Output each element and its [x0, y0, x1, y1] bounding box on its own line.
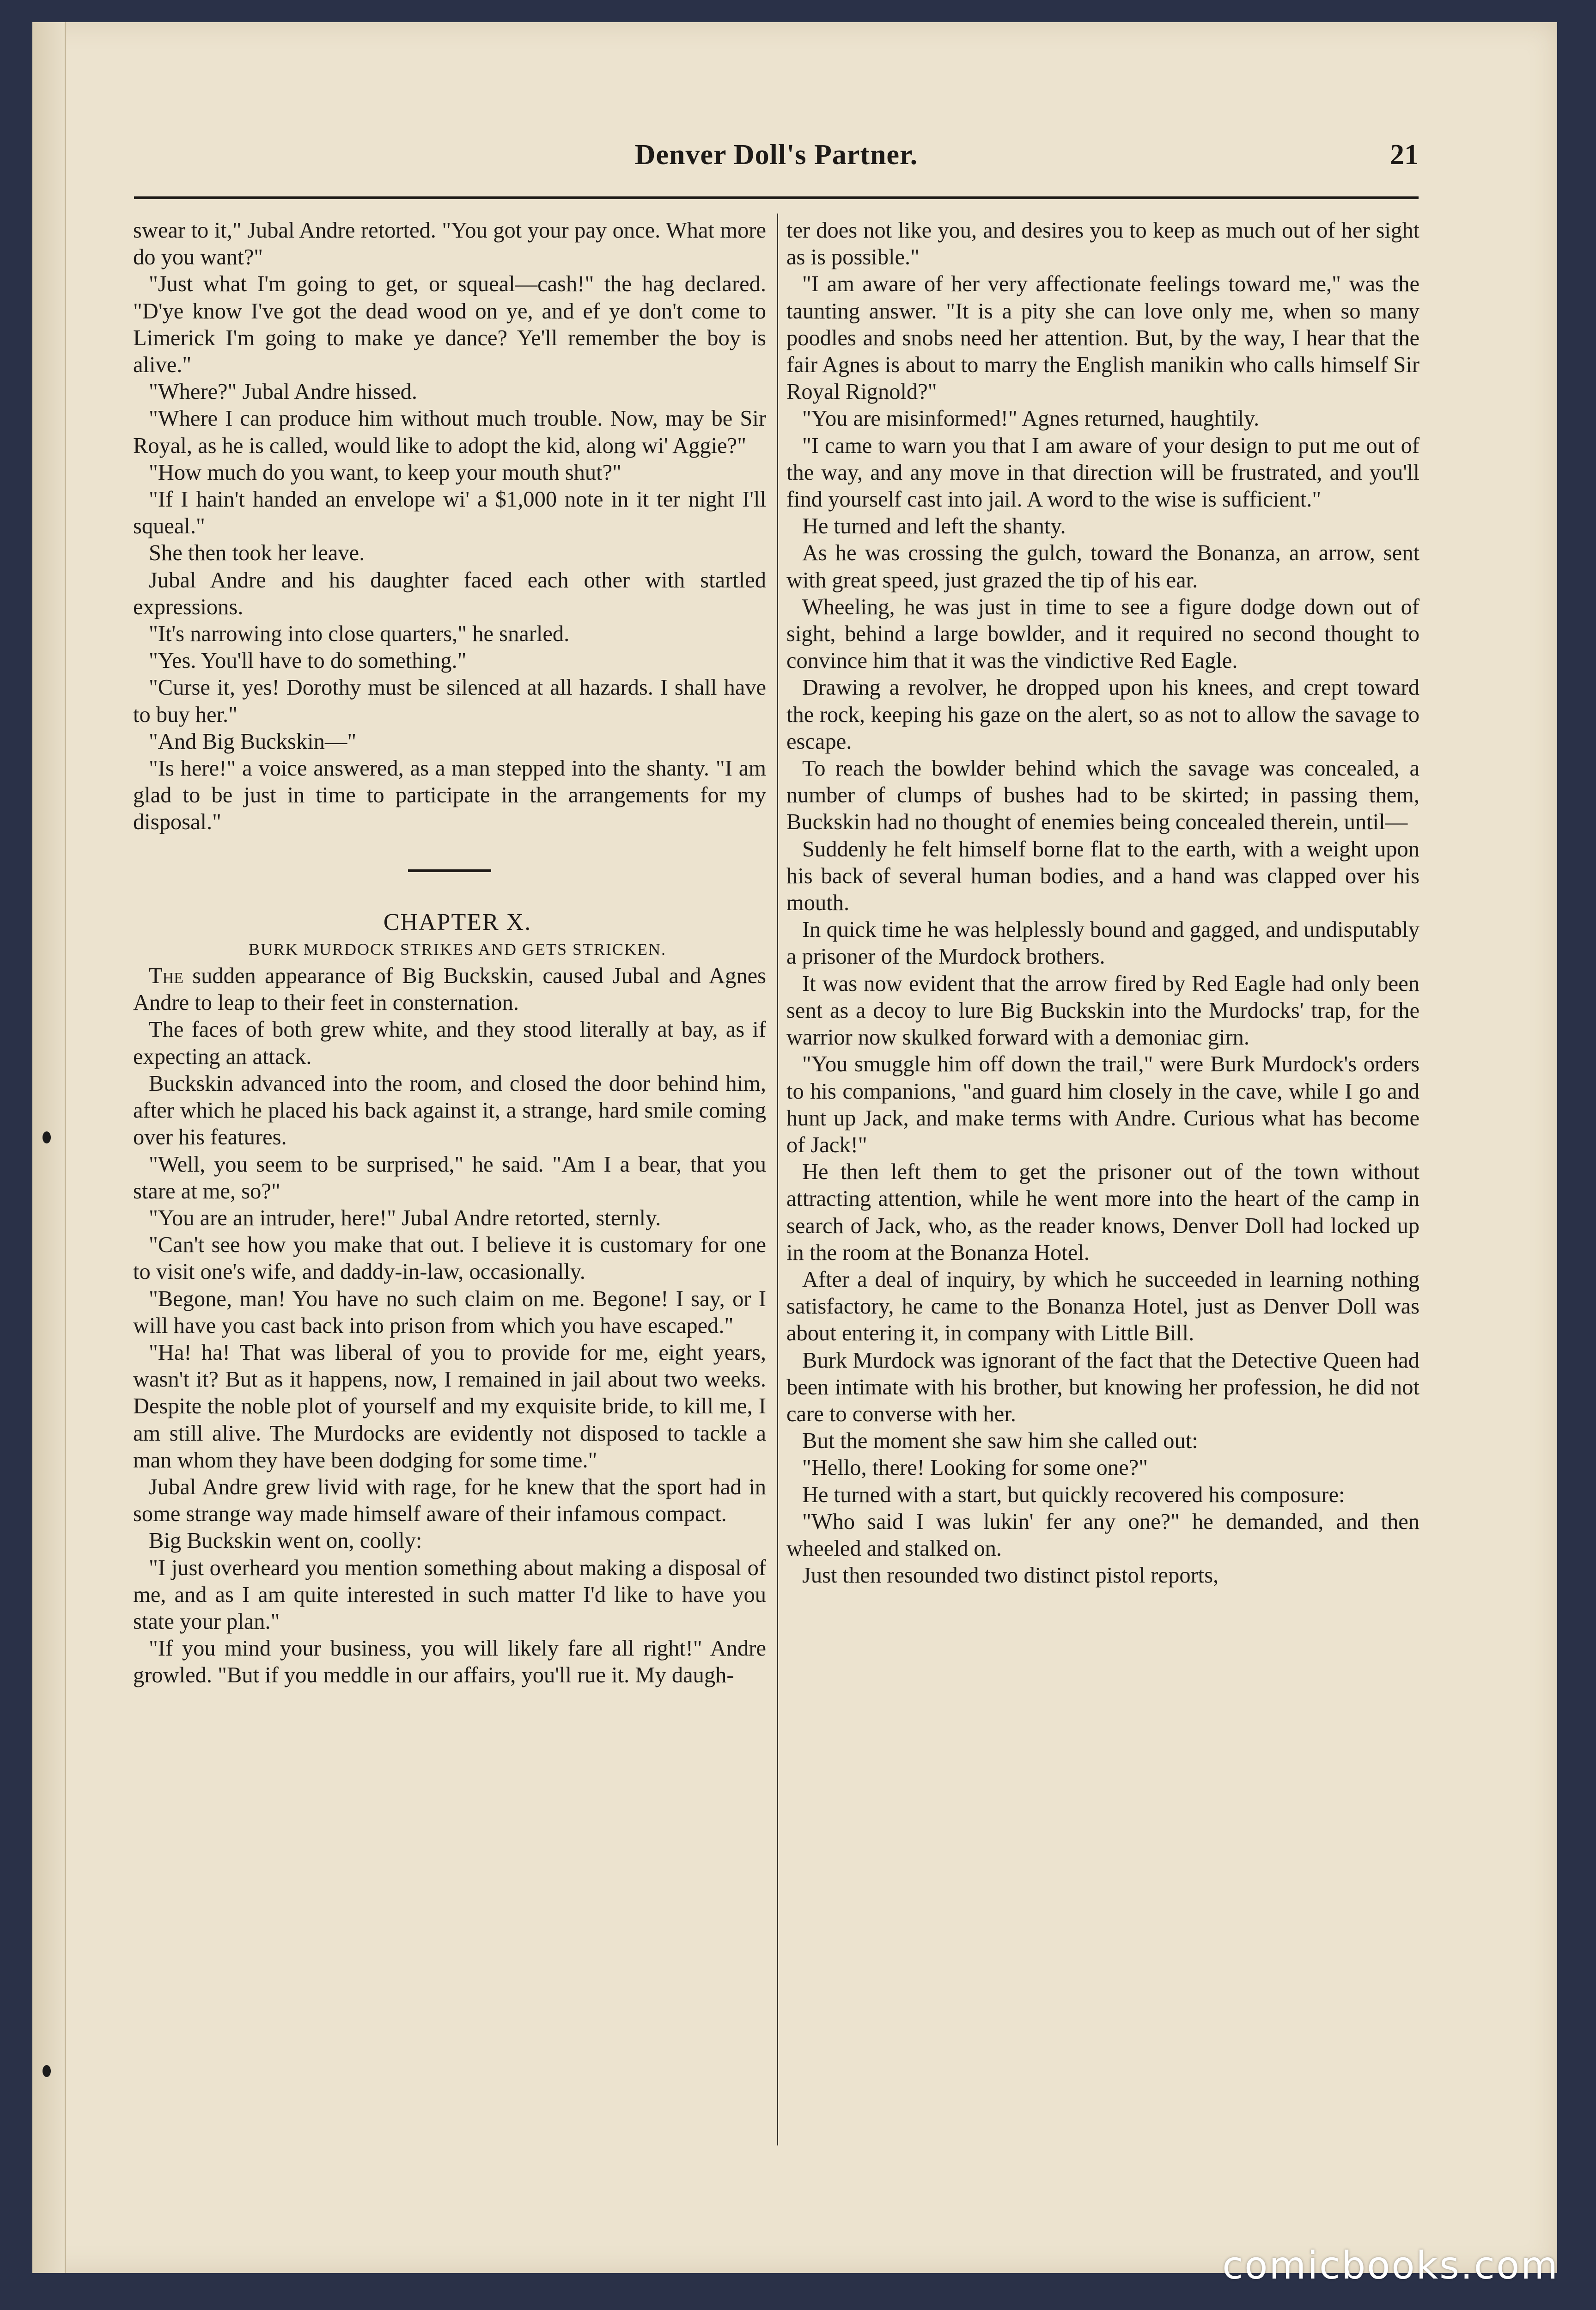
paragraph: "Where I can produce him without much trouble. Now, may be Sir Royal, as he is called, would like to adopt the kid, along wi' Aggie?"	[133, 406, 766, 458]
paragraph: After a deal of inquiry, by which he succeeded in learning nothing satisfactory, he came to the Bonanza Hotel, just as Denver Doll was about entering it, in company with Little Bill.	[786, 1267, 1419, 1346]
page-header	[134, 134, 1419, 185]
paragraph: Drawing a revolver, he dropped upon his knees, and crept toward the rock, keeping his gaze on the alert, so as not to allow the savage to escape.	[786, 675, 1419, 754]
paragraph: "Curse it, yes! Dorothy must be silenced at all hazards. I shall have to buy her."	[133, 675, 766, 727]
paragraph: "Who said I was lukin' fer any one?" he demanded, and then wheeled and stalked on.	[786, 1509, 1419, 1561]
paragraph: "You are misinformed!" Agnes returned, haughtily.	[802, 406, 1260, 431]
paragraph: "Is here!" a voice answered, as a man stepped into the shanty. "I am glad to be just in time to participate in the arrangements for my disposal."	[133, 756, 766, 835]
right-column	[786, 217, 1419, 1589]
paragraph: "If I hain't handed an envelope wi' a $1,000 note in it ter night I'll squeal."	[133, 487, 766, 539]
opening-word: The	[149, 964, 183, 989]
page-number: 21	[1390, 139, 1419, 171]
paragraph: But the moment she saw him she called out:	[802, 1429, 1198, 1454]
paragraph: "Where?" Jubal Andre hissed.	[149, 379, 418, 404]
paragraph: "I am aware of her very affectionate feelings toward me," was the taunting answer. "It is a pity she can love only me, when so many poodles and snobs need her attention. But, by the way, I hear that the fair Agnes is about to marry the English manikin who calls himself Sir Royal Rignold?"	[786, 272, 1419, 404]
paragraph: Just then resounded two distinct pistol reports,	[802, 1563, 1219, 1588]
chapter-subtitle: BURK MURDOCK STRIKES AND GETS STRICKEN.	[248, 940, 667, 959]
paragraph: The faces of both grew white, and they stood literally at bay, as if expecting an attack.	[133, 1017, 766, 1069]
chapter-separator-rule	[408, 869, 491, 872]
paragraph: "Ha! ha! That was liberal of you to provide for me, eight years, wasn't it? But as it happens, now, I remained in jail about two weeks. Despite the noble plot of yourself and my exquisite bride, to kill me, I am still alive. The Murdocks are evidently not disposed to tackle a man whom they have been dodging for some time."	[133, 1340, 766, 1473]
paragraph: "Hello, there! Looking for some one?"	[802, 1455, 1148, 1480]
paragraph: To reach the bowlder behind which the savage was concealed, a number of clumps of bushes had to be skirted; in passing them, Buckskin had no thought of enemies being concealed therein, until—	[786, 756, 1419, 835]
paragraph: "Can't see how you make that out. I believe it is customary for one to visit one's wife, and daddy-in-law, occasionally.	[133, 1233, 766, 1284]
paragraph: "Well, you seem to be surprised," he said. "Am I a bear, that you stare at me, so?"	[133, 1152, 766, 1204]
paragraph: She then took her leave.	[149, 541, 365, 566]
paragraph: "You are an intruder, here!" Jubal Andre retorted, sternly.	[149, 1205, 661, 1230]
paragraph: "And Big Buckskin—"	[149, 729, 357, 754]
watermark-logo: comicbooks.com	[1222, 2244, 1559, 2288]
paragraph: Burk Murdock was ignorant of the fact that the Detective Queen had been intimate with his brother, but knowing her profession, he did not care to converse with her.	[786, 1348, 1419, 1426]
binding-hole	[43, 2065, 51, 2077]
paragraph: Jubal Andre grew livid with rage, for he knew that the sport had in some strange way made himself aware of their infamous compact.	[133, 1474, 766, 1527]
paragraph: Wheeling, he was just in time to see a figure dodge down out of sight, behind a large bowlder, and it required no second thought to convince him that it was the vindictive Red Eagle.	[786, 594, 1419, 673]
paragraph: As he was crossing the gulch, toward the Bonanza, an arrow, sent with great speed, just grazed the tip of his ear.	[786, 541, 1419, 593]
paragraph: Buckskin advanced into the room, and closed the door behind him, after which he placed his back against it, a strange, hard smile coming over his features.	[133, 1071, 766, 1150]
paragraph: In quick time he was helplessly bound and gagged, and undisputably a prisoner of the Murdock brothers.	[786, 917, 1419, 969]
paragraph: Suddenly he felt himself borne flat to the earth, with a weight upon his back of several human bodies, and a hand was clapped over his mouth.	[786, 837, 1419, 916]
paragraph: "I came to warn you that I am aware of your design to put me out of the way, and any move in that direction will be frustrated, and you'll find yourself cast into jail. A word to the wise is sufficient."	[786, 433, 1419, 512]
paragraph: "Yes. You'll have to do something."	[149, 648, 467, 673]
paragraph: "Just what I'm going to get, or squeal—cash!" the hag declared. "D'ye know I've got the dead wood on ye, and ef ye don't come to Limerick I'm going to make ye dance? Ye'll remember the boy is alive."	[133, 272, 766, 378]
page-spine	[32, 22, 66, 2273]
paragraph: Big Buckskin went on, coolly:	[149, 1528, 422, 1553]
header-rule	[134, 196, 1419, 199]
paragraph: "I just overheard you mention something about making a disposal of me, and as I am quite interested in such matter I'd like to have you state your plan."	[133, 1555, 766, 1634]
paragraph: Jubal Andre and his daughter faced each other with startled expressions.	[133, 568, 766, 619]
paragraph: He then left them to get the prisoner out of the town without attracting attention, while he went more into the heart of the camp in search of Jack, who, as the reader knows, Denver Doll had locked up in the room at the Bonanza Hotel.	[786, 1160, 1419, 1265]
paragraph: It was now evident that the arrow fired by Red Eagle had only been sent as a decoy to lure Big Buckskin into the Murdocks' trap, for the warrior now skulked forward with a demoniac girn.	[786, 971, 1419, 1050]
paragraph: ter does not like you, and desires you to keep as much out of her sight as is possible."	[786, 218, 1419, 270]
paragraph: "You smuggle him off down the trail," were Burk Murdock's orders to his companions, "and guard him closely in the cave, while I go and hunt up Jack, and make terms with Andre. Curious what has become of Jack!"	[786, 1052, 1419, 1157]
paragraph: swear to it," Jubal Andre retorted. "You got your pay once. What more do you want?"	[133, 218, 766, 270]
left-column	[133, 217, 766, 1689]
chapter-opening-paragraph	[133, 963, 766, 1016]
chapter-title: CHAPTER X.	[383, 909, 532, 935]
column-divider	[777, 214, 778, 2145]
paragraph: "It's narrowing into close quarters," he snarled.	[149, 622, 570, 647]
running-title: Denver Doll's Partner.	[634, 139, 918, 171]
paragraph: "Begone, man! You have no such claim on me. Begone! I say, or I will have you cast back into prison from which you have escaped."	[133, 1286, 766, 1338]
opening-text: sudden appearance of Big Buckskin, caused Jubal and Agnes Andre to leap to their feet in consternation.	[133, 964, 766, 1015]
paragraph: "How much do you want, to keep your mouth shut?"	[149, 460, 621, 485]
paragraph: He turned with a start, but quickly recovered his composure:	[802, 1482, 1345, 1507]
paragraph: "If you mind your business, you will likely fare all right!" Andre growled. "But if you meddle in our affairs, you'll rue it. My daugh-	[133, 1636, 766, 1688]
binding-hole	[43, 1131, 51, 1143]
paragraph: He turned and left the shanty.	[802, 514, 1066, 539]
